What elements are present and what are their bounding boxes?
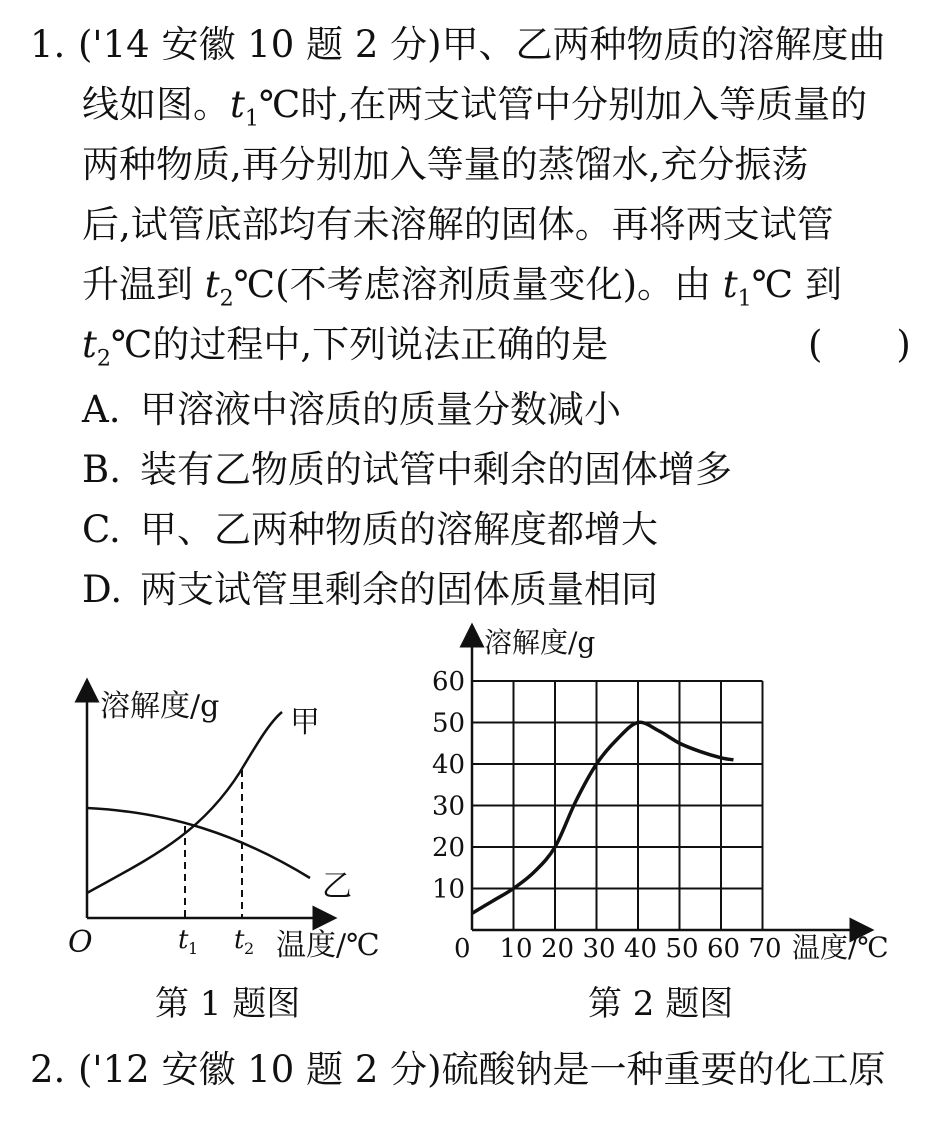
option-a-letter: A. xyxy=(82,388,121,431)
question-1-line-6b: ℃的过程中,下列说法正确的是 xyxy=(111,323,609,366)
question-1-line-6 xyxy=(82,315,608,388)
fig1-curve-jia-label: 甲 xyxy=(290,705,320,740)
answer-parentheses[interactable]: ( ) xyxy=(808,323,911,366)
fig2-solubility-curve xyxy=(472,722,733,913)
question-1-line-1-text: 甲、乙两种物质的溶解度曲 xyxy=(441,23,886,66)
fig2-y-tick-label: 50 xyxy=(432,708,466,739)
fig1-ylabel: 溶解度/g xyxy=(100,689,220,724)
fig1-tick-t1: t xyxy=(178,925,189,955)
t2-subscript: 2 xyxy=(219,285,234,312)
question-1-line-5a: 升温到 xyxy=(82,263,205,306)
fig2-ylabel: 溶解度/g xyxy=(484,626,596,659)
fig1-origin: O xyxy=(68,925,93,960)
question-2-number: 2. xyxy=(30,1048,66,1091)
fig2-y-tick-label: 40 xyxy=(432,750,466,780)
question-1-source: ('14 安徽 10 题 2 分) xyxy=(78,23,442,66)
t2-symbol: t xyxy=(204,263,220,306)
question-1-line-2b: ℃时,在两支试管中分别加入等质量的 xyxy=(259,83,868,126)
fig1-xlabel: 温度/℃ xyxy=(276,928,380,963)
question-1-line-2a: 线如图。 xyxy=(82,83,230,126)
fig1-curve-jia xyxy=(87,712,282,893)
fig1-tick-t2: t xyxy=(234,925,245,955)
figure-1-caption: 第 1 题图 xyxy=(155,984,301,1024)
fig2-xlabel: 温度/℃ xyxy=(792,931,889,964)
fig1-curve-yi-label: 乙 xyxy=(322,869,352,904)
fig1-curve-yi xyxy=(87,808,310,878)
fig2-axes xyxy=(472,635,862,930)
question-1-line-4: 后,试管底部均有未溶解的固体。再将两支试管 xyxy=(82,203,834,246)
option-c[interactable] xyxy=(82,500,658,560)
fig2-y-tick-label: 30 xyxy=(432,791,466,822)
option-b-letter: B. xyxy=(82,448,121,491)
fig2-x-tick-label: 20 xyxy=(541,934,575,964)
fig2-x-tick-label: 0 xyxy=(454,934,471,964)
t2-subscript: 2 xyxy=(96,345,111,372)
option-d-letter: D. xyxy=(82,568,123,611)
option-c-letter: C. xyxy=(82,508,121,551)
t1-subscript: 1 xyxy=(244,105,259,132)
t1-subscript: 1 xyxy=(737,285,752,312)
question-2-text: 硫酸钠是一种重要的化工原 xyxy=(441,1048,886,1091)
option-d-text: 两支试管里剩余的固体质量相同 xyxy=(140,568,658,611)
fig2-y-tick-label: 20 xyxy=(432,833,466,863)
question-2-source: ('12 安徽 10 题 2 分) xyxy=(78,1048,442,1091)
option-a[interactable] xyxy=(82,380,621,440)
option-a-text: 甲溶液中溶质的质量分数减小 xyxy=(140,388,621,431)
fig2-x-tick-label: 60 xyxy=(707,934,741,964)
question-1-line-5c: ℃ 到 xyxy=(751,263,842,306)
question-2-line-1 xyxy=(78,1040,886,1100)
t1-symbol: t xyxy=(722,263,738,306)
question-1-line-1 xyxy=(78,15,886,75)
t2-symbol: t xyxy=(82,323,97,366)
fig2-x-tick-label: 50 xyxy=(665,934,699,964)
option-d[interactable] xyxy=(82,560,658,620)
fig2-grid xyxy=(472,681,763,930)
option-b[interactable] xyxy=(82,440,732,500)
fig2-y-tick-label: 60 xyxy=(432,667,466,697)
figure-2-caption: 第 2 题图 xyxy=(588,984,734,1024)
fig2-x-tick-label: 40 xyxy=(624,934,658,964)
fig2-y-tick-label: 10 xyxy=(432,874,466,905)
fig2-x-tick-label: 10 xyxy=(499,934,533,964)
fig1-tick-t1-sub: 1 xyxy=(188,939,199,958)
option-c-text: 甲、乙两种物质的溶解度都增大 xyxy=(140,508,658,551)
question-1-line-3: 两种物质,再分别加入等量的蒸馏水,充分振荡 xyxy=(82,143,809,186)
fig2-x-tick-label: 70 xyxy=(748,934,782,964)
fig2-ticks xyxy=(432,667,782,964)
fig1-tick-t2-sub: 2 xyxy=(244,939,255,958)
t1-symbol: t xyxy=(230,83,245,126)
question-1-number: 1. xyxy=(30,23,66,66)
option-b-text: 装有乙物质的试管中剩余的固体增多 xyxy=(140,448,732,491)
fig2-x-tick-label: 30 xyxy=(582,934,616,964)
question-1-line-5b: ℃(不考虑溶剂质量变化)。由 xyxy=(233,263,723,306)
